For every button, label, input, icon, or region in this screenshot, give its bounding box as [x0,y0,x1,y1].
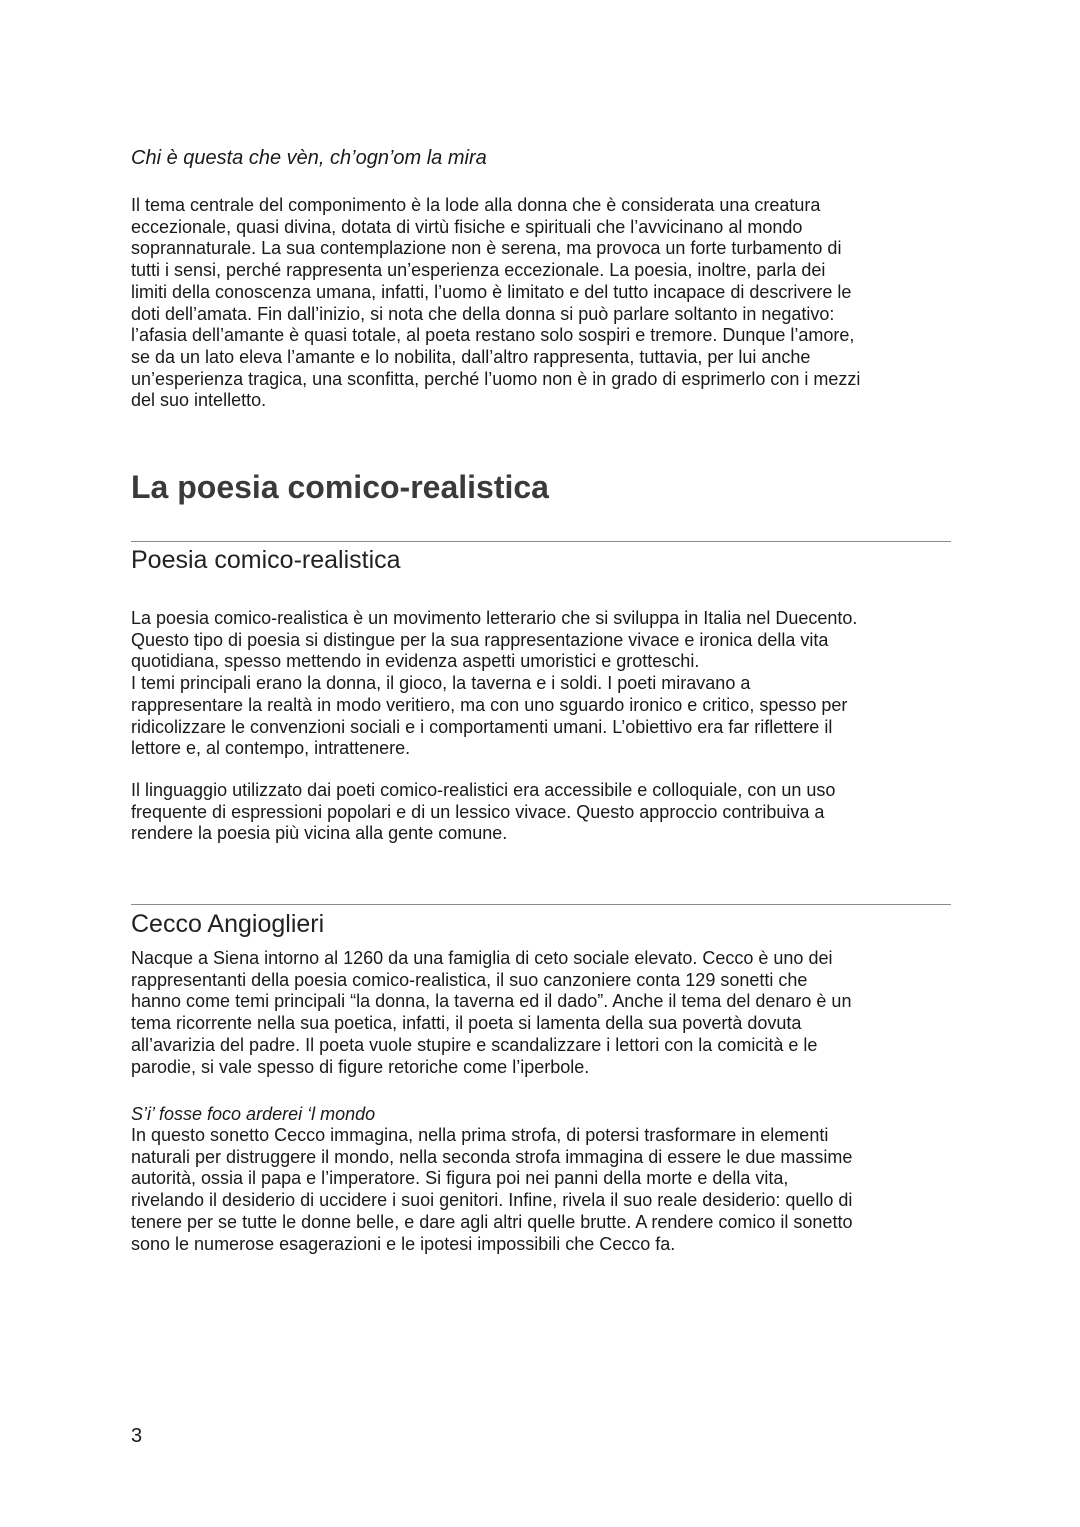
text-line: rendere la poesia più vicina alla gente comune. [131,823,508,844]
text-line: doti dell’amata. Fin dall’inizio, si nota che della donna si può parlare soltanto in negativo: [131,303,835,324]
text-line: tenere per se tutte le donne belle, e dare agli altri quelle brutte. A rendere comico il sonetto [131,1211,853,1232]
text-line: ridicolizzare le convenzioni sociali e i comportamenti umani. L’obiettivo era far riflettere il [131,716,833,737]
text-line: Il tema centrale del componimento è la lode alla donna che è considerata una creatura [131,195,821,215]
section-divider [131,904,951,905]
text-line: soprannaturale. La sua contemplazione non è serena, ma provoca un forte turbamento di [131,238,842,259]
text-line: Questo tipo di poesia si distingue per la sua rappresentazione vivace e ironica della vita [131,629,829,650]
poesia-paragraph-2 [131,780,835,845]
text-line: Nacque a Siena intorno al 1260 da una famiglia di ceto sociale elevato. Cecco è uno dei [131,948,833,968]
text-line: La poesia comico-realistica è un movimento letterario che si sviluppa in Italia nel Duecento. [131,608,858,628]
text-line: naturali per distruggere il mondo, nella seconda strofa immagina di essere le due massime [131,1146,853,1167]
text-line: eccezionale, quasi divina, dotata di virtù fisiche e spirituali che l’avvicinano al mondo [131,216,803,237]
text-line: In questo sonetto Cecco immagina, nella prima strofa, di potersi trasformare in elementi [131,1125,829,1145]
intro-paragraph [131,195,860,412]
text-line: tema ricorrente nella sua poetica, infatti, il poeta si lamenta della sua povertà dovuta [131,1013,802,1034]
text-line: sono le numerose esagerazioni e le ipotesi impossibili che Cecco fa. [131,1233,676,1254]
text-line: rappresentanti della poesia comico-realistica, il suo canzoniere conta 129 sonetti che [131,969,808,990]
text-line: l’afasia dell’amante è quasi totale, al poeta restano solo sospiri e tremore. Dunque l’amore, [131,325,855,346]
sonnet-paragraph [131,1125,852,1255]
text-line: autorità, ossia il papa e l’imperatore. Si figura poi nei panni della morte e della vita, [131,1168,789,1189]
text-line: limiti della conoscenza umana, infatti, l’uomo è limitato e del tutto incapace di descrivere le [131,281,852,302]
text-line: del suo intelletto. [131,390,267,411]
page-number: 3 [131,1425,143,1447]
text-line: Il linguaggio utilizzato dai poeti comico-realistici era accessibile e colloquiale, con un uso [131,780,836,800]
poesia-paragraph-1 [131,608,857,760]
text-line: frequente di espressioni popolari e di un lessico vivace. Questo approccio contribuiva a [131,801,825,822]
text-line: se da un lato eleva l’amante e lo nobilita, dall’altro rappresenta, tuttavia, per lui anche [131,346,811,367]
text-line: quotidiana, spesso mettendo in evidenza aspetti umoristici e grotteschi. [131,651,700,672]
poem-title: Chi è questa che vèn, ch’ogn’om la mira [131,147,487,169]
text-line: rivelando il desiderio di uccidere i suoi genitori. Infine, rivela il suo reale desiderio: quello di [131,1190,853,1211]
cecco-paragraph [131,948,851,1078]
text-line: lettore e, al contempo, intrattenere. [131,738,411,759]
chapter-title: La poesia comico-realistica [131,469,549,505]
text-line: hanno come temi principali “la donna, la taverna ed il dado”. Anche il tema del denaro è un [131,991,852,1012]
section-heading-poesia: Poesia comico-realistica [131,546,401,574]
text-line: all’avarizia del padre. Il poeta vuole stupire e scandalizzare i lettori con la comicità e le [131,1034,818,1055]
text-line: parodie, si vale spesso di figure retoriche come l’iperbole. [131,1056,590,1077]
section-heading-cecco: Cecco Angioglieri [131,910,325,938]
text-line: I temi principali erano la donna, il gioco, la taverna e i soldi. I poeti miravano a [131,673,751,694]
sonnet-title: S’i’ fosse foco arderei ‘l mondo [131,1104,376,1124]
text-line: tutti i sensi, perché rappresenta un’esperienza eccezionale. La poesia, inoltre, parla dei [131,260,826,281]
text-line: un’esperienza tragica, una sconfitta, perché l’uomo non è in grado di esprimerlo con i mezzi [131,368,861,389]
section-divider [131,541,951,542]
text-line: rappresentare la realtà in modo veritiero, ma con uno sguardo ironico e critico, spesso per [131,694,848,715]
